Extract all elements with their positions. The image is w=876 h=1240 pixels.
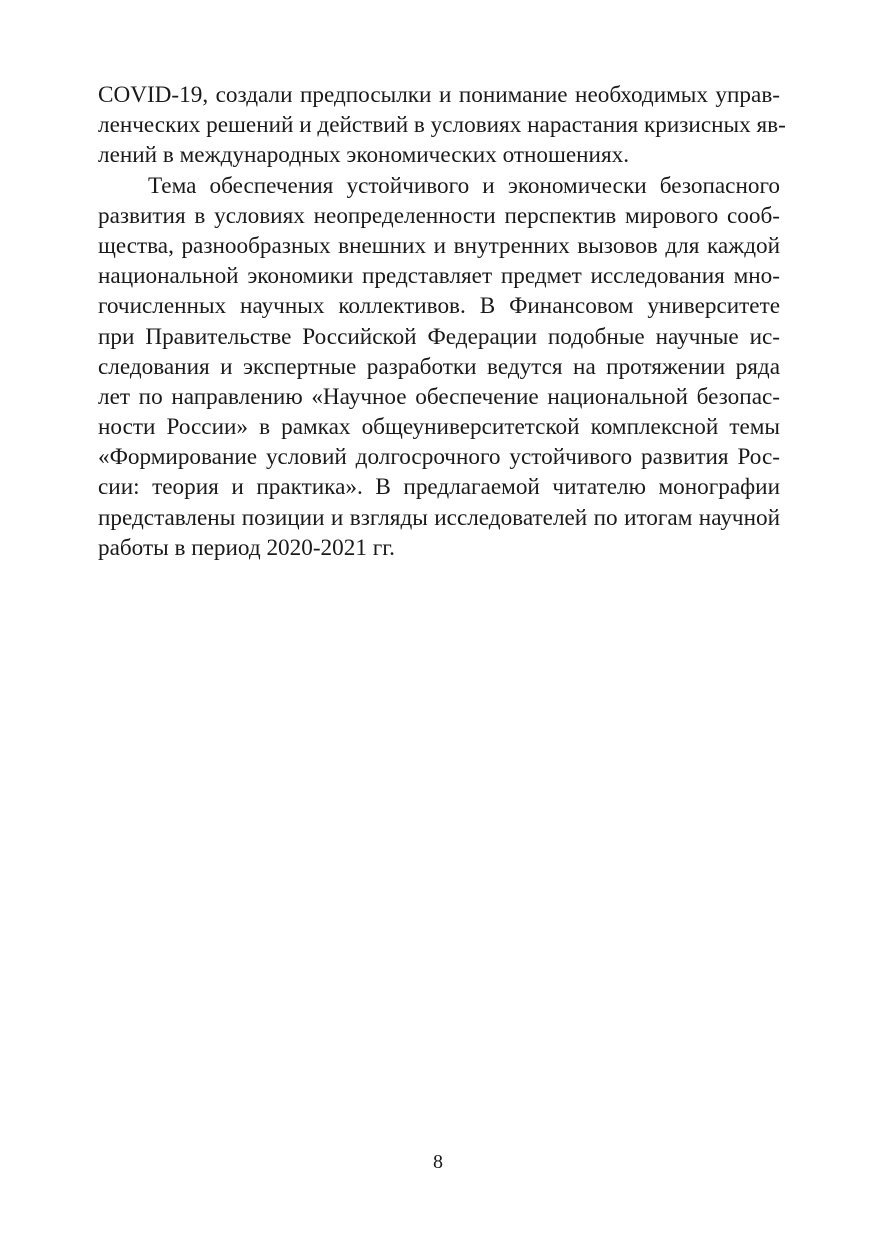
paragraph-2	[98, 171, 780, 563]
text-line: лет по направлению «Научное обеспечение национальной безопас-	[98, 383, 780, 410]
text-line: ленческих решений и действий в условиях нарастания кризисных яв-	[98, 112, 786, 139]
text-line: ности России» в рамках общеуниверситетской комплексной темы	[98, 414, 780, 441]
text-line: при Правительстве Российской Федерации подобные научные ис-	[98, 323, 780, 350]
text-line: щества, разнообразных внешних и внутренних вызовов для каждой	[98, 232, 780, 259]
text-line: гочисленных научных коллективов. В Финансовом университете	[98, 293, 780, 320]
page-number: 8	[433, 1151, 443, 1173]
text-line: COVID-19, создали предпосылки и понимание необходимых управ-	[98, 82, 780, 108]
text-line: работы в период 2020-2021 гг.	[98, 534, 395, 561]
body-text	[98, 80, 786, 563]
text-line: сии: теория и практика». В предлагаемой читателю монографии	[98, 474, 780, 501]
text-line: Тема обеспечения устойчивого и экономически безопасного	[148, 172, 780, 199]
text-line: лений в международных экономических отношениях.	[98, 142, 630, 169]
text-line: развития в условиях неопределенности перспектив мирового сооб-	[98, 202, 780, 229]
text-line: представлены позиции и взгляды исследователей по итогам научной	[98, 504, 780, 531]
paragraph-1	[98, 80, 786, 171]
text-line: следования и экспертные разработки ведутся на протяжении ряда	[98, 353, 780, 380]
text-line: национальной экономики представляет предмет исследования мно-	[98, 263, 780, 290]
text-line: «Формирование условий долгосрочного устойчивого развития Рос-	[98, 444, 780, 471]
